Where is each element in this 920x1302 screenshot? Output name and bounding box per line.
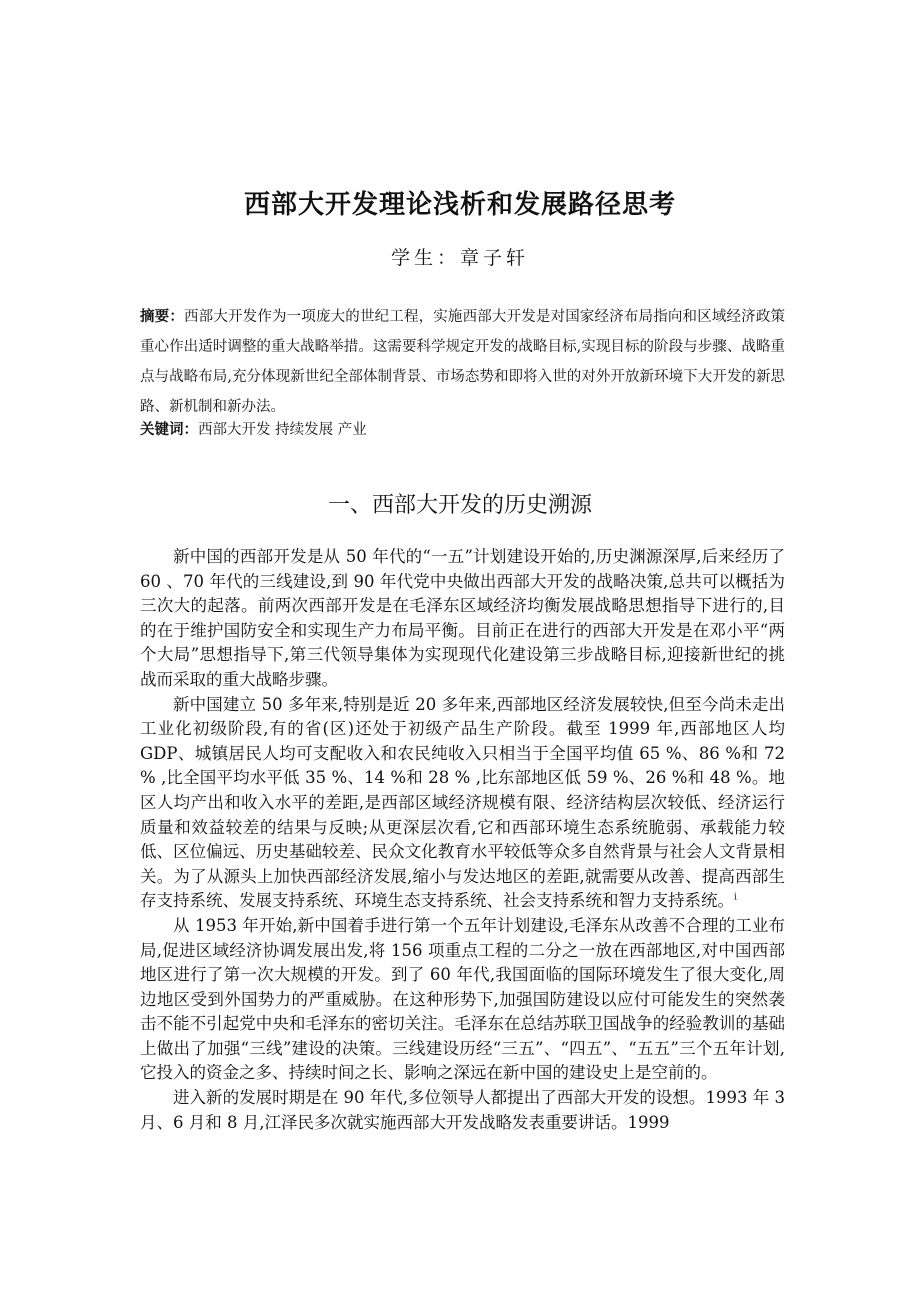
footnote-marker[interactable]: i [734, 892, 737, 903]
abstract-label: 摘要： [140, 308, 184, 325]
abstract-text: 西部大开发作为一项庞大的世纪工程，实施西部大开发是对国家经济布局指向和区域经济政策重心作出适时调整的重大战略举措。这需要科学规定开发的战略目标,实现目标的阶段与步骤、战略重点与战略布局,充分体现新世纪全部体制背景、市场态势和即将入世的对外开放新环境下大开发的新思路、新机制和新办法。 [140, 309, 786, 415]
keywords [140, 418, 785, 442]
paragraph-text: 新中国建立 50 多年来,特别是近 20 多年来,西部地区经济发展较快,但至今尚未走出工业化初级阶段,有的省(区)还处于初级产品生产阶段。截至 1999 年,西部地区人均 GDP、城镇居民人均可支配收入和农民纯收入只相当于全国平均值 65 %、86 %和 72 % ,比全国平均水平低 35 %、14 %和 28 % ,比东部地区低 59 %、26 %和 48 %。地区人均产出和收入水平的差距,是西部区域经济规模有限、经济结构层次较低、经济运行质量和效益较差的结果与反映;从更深层次看,它和西部环境生态系统脆弱、承载能力较低、区位偏远、历史基础较差、民众文化教育水平较低等众多自然背景与社会人文背景相关。为了从源头上加快西部经济发展,缩小与发达地区的差距,就需要从改善、提高西部生存支持系统、发展支持系统、环境生态支持系统、社会支持系统和智力支持系统。 [140, 694, 785, 911]
paragraph [140, 1086, 785, 1135]
paragraph [140, 545, 785, 693]
keywords-text: 西部大开发 持续发展 产业 [198, 422, 367, 438]
abstract [140, 302, 785, 422]
section-heading: 一、西部大开发的历史溯源 [327, 493, 592, 518]
paragraph-text: 从 1953 年开始,新中国着手进行第一个五年计划建设,毛泽东从改善不合理的工业布局,促进区域经济协调发展出发,将 156 项重点工程的二分之一放在西部地区,对中国西部地区进行了第一次大规模的开发。到了 60 年代,我国面临的国际环境发生了很大变化,周边地区受到外国势力的严重威胁。在这种形势下,加强国防建设以应付可能发生的突然袭击不能不引起党中央和毛泽东的密切关注。毛泽东在总结苏联卫国战争的经验教训的基础上做出了加强“三线”建设的决策。三线建设历经“三五”、“四五”、“五五”三个五年计划,它投入的资金之多、持续时间之长、影响之深远在新中国的建设史上是空前的。 [140, 915, 785, 1083]
paragraph [140, 914, 785, 1086]
paragraph-text: 新中国的西部开发是从 50 年代的“一五”计划建设开始的,历史渊源深厚,后来经历了 60 、70 年代的三线建设,到 90 年代党中央做出西部大开发的战略决策,总共可以概括为三次大的起落。前两次西部开发是在毛泽东区域经济均衡发展战略思想指导下进行的,目的在于维护国防安全和实现生产力布局平衡。目前正在进行的西部大开发是在邓小平“两个大局”思想指导下,第三代领导集体为实现现代化建设第三步战略目标,迎接新世纪的挑战而采取的重大战略步骤。 [140, 547, 785, 689]
body-text [140, 545, 785, 1135]
paragraph-text: 进入新的发展时期是在 90 年代,多位领导人都提出了西部大开发的设想。1993 年 3 月、6 月和 8 月,江泽民多次就实施西部大开发战略发表重要讲话。1999 [140, 1088, 785, 1132]
author-line: 学生：章子轩 [390, 247, 529, 269]
document-title: 西部大开发理论浅析和发展路径思考 [243, 190, 676, 220]
paragraph [140, 693, 785, 914]
keywords-label: 关键词： [140, 421, 198, 438]
